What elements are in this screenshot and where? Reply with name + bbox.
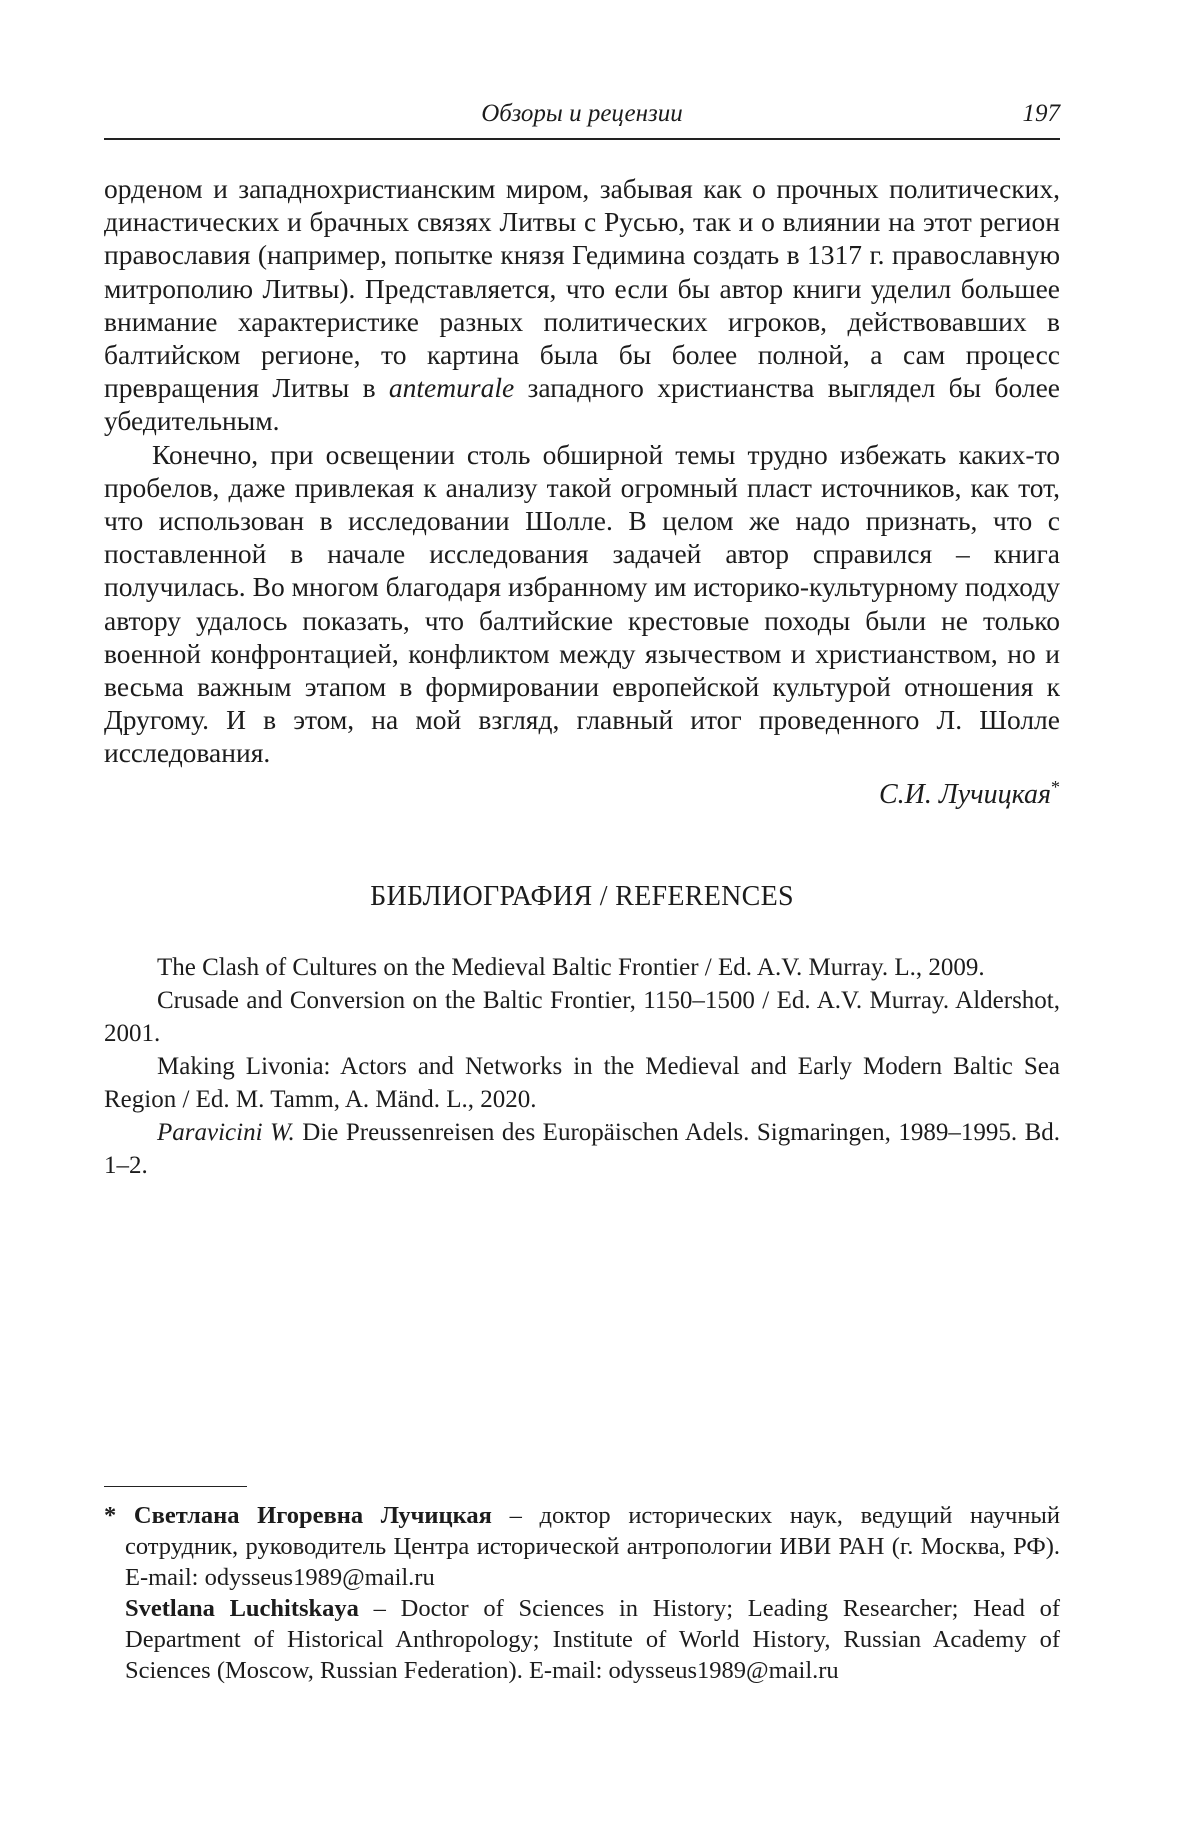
running-header: [104, 96, 1060, 140]
footnote-russian: [125, 1500, 1060, 1593]
page-number: 197: [1023, 100, 1061, 128]
reference-text: The Clash of Cultures on the Medieval Baltic Frontier / Ed. A.V. Murray. L., 2009.: [157, 954, 985, 981]
signature-footnote-mark: *: [1051, 777, 1060, 797]
author-signature: [104, 778, 1060, 811]
footnote-english: [125, 1593, 1060, 1686]
page: [0, 0, 1200, 1842]
reference-text: Crusade and Conversion on the Baltic Frontier, 1150–1500 / Ed. A.V. Murray. Aldershot, 2001.: [104, 987, 1060, 1047]
bibliography-heading: БИБЛИОГРАФИЯ / REFERENCES: [104, 881, 1060, 913]
paragraph-1-text-b: западного христианства выглядел бы более убедительным.: [104, 372, 1060, 436]
paragraph-1-text-a: орденом и западнохристианским миром, забывая как о прочных политических, династических и брачных связях Литвы с Русью, так и о влиянии на этот регион православия (например, попытке князя Гедимина создать в 1317 г. православную митрополию Литвы). Представляется, что если бы автор книги уделил большее внимание характеристике разных политических игроков, действовавших в балтийском регионе, то картина была бы более полной, а сам процесс превращения Литвы в: [104, 173, 1060, 403]
footnote-russian-text: – доктор исторических наук, ведущий научный сотрудник, руководитель Центра исторической антропологии ИВИ РАН (г. Москва, РФ). E-mail: odysseus1989@mail.ru: [125, 1502, 1060, 1591]
reference-text: Making Livonia: Actors and Networks in the Medieval and Early Modern Baltic Sea Region / Ed. M. Tamm, A. Mänd. L., 2020.: [104, 1053, 1060, 1113]
author-footnote: [104, 1500, 1060, 1686]
reference-item: [104, 1116, 1060, 1182]
reference-item: [104, 984, 1060, 1050]
bibliography-list: [104, 951, 1060, 1182]
reference-text: Die Preussenreisen des Europäischen Adels. Sigmaringen, 1989–1995. Bd. 1–2.: [104, 1119, 1060, 1179]
reference-author: Paravicini W.: [157, 1119, 295, 1146]
running-title: Обзоры и рецензии: [104, 100, 1060, 128]
paragraph-1-italic-term: antemurale: [389, 372, 514, 403]
footnote-separator: [104, 1486, 247, 1487]
footnote-english-text: – Doctor of Sciences in History; Leading Researcher; Head of Department of Historical Anthropology; Institute of World History, Russian Academy of Sciences (Moscow, Russian Federation). E-mail: odysseus1989@mail.ru: [125, 1595, 1060, 1684]
reference-item: [104, 951, 1060, 984]
footnote-english-name: Svetlana Luchitskaya: [125, 1595, 359, 1622]
footnote-russian-name: Светлана Игоревна Лучицкая: [134, 1502, 492, 1529]
signature-name: С.И. Лучицкая: [879, 779, 1051, 810]
footnote-marker: *: [104, 1502, 116, 1529]
footnote-block: [104, 1500, 1060, 1686]
paragraph-2: Конечно, при освещении столь обширной темы трудно избежать каких-то пробелов, даже привлекая к анализу такой огромный пласт источников, как тот, что использован в исследовании Шолле. В целом же надо признать, что с поставленной в начале исследования задачей автор справился – книга получилась. Во многом благодаря избранному им историко-культурному подходу автору удалось показать, что балтийские крестовые походы были не только военной конфронтацией, конфликтом между язычеством и христианством, но и весьма важным этапом в формировании европейской культурой отношения к Другому. И в этом, на мой взгляд, главный итог проведенного Л. Шолле исследования.: [104, 438, 1060, 770]
reference-item: [104, 1050, 1060, 1116]
article-body: [104, 172, 1060, 811]
paragraph-1: [104, 172, 1060, 438]
